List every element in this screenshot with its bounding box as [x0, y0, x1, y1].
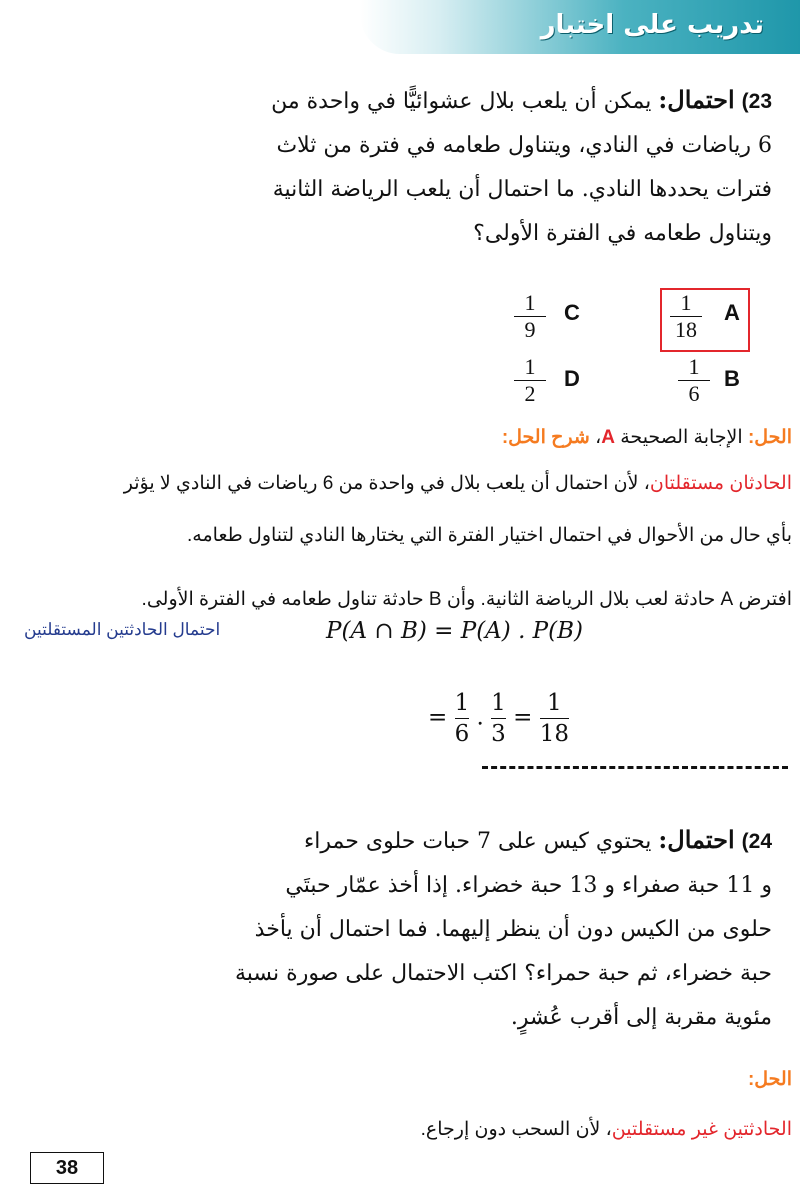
question-24-first-line — [212, 818, 772, 864]
solution-text: ، لأن السحب دون إرجاع. — [420, 1119, 612, 1140]
option-d-letter: D — [564, 366, 580, 391]
question-line: 6 رياضات في النادي، ويتناول طعامه في فترة من ثلاث — [276, 133, 772, 158]
formula-note: احتمال الحادثتين المستقلتين — [24, 620, 221, 639]
question-23 — [212, 78, 772, 256]
section-banner — [360, 0, 800, 54]
solution-label: الحل: — [747, 427, 792, 448]
question-number: 23) — [741, 90, 772, 113]
explanation-label: شرح الحل: — [501, 427, 590, 448]
fraction-bar — [540, 718, 569, 719]
fraction-numerator: 1 — [491, 690, 506, 716]
fraction-bar — [491, 718, 506, 719]
fraction-one-sixth — [455, 690, 470, 747]
section-title: تدريب على اختبار — [540, 10, 764, 40]
fraction-denominator: 9 — [524, 317, 536, 342]
solution-23-line-2: بأي حال من الأحوال في احتمال اختيار الفترة التي يختارها النادي لتناول طعامه. — [187, 525, 792, 546]
solution-23-header — [502, 426, 792, 449]
answer-letter: A — [601, 427, 615, 448]
formula-line-1: P(A ∩ B) = P(A) . P(B) — [326, 618, 584, 644]
solution-23-line-1 — [8, 466, 792, 502]
question-line: ويتناول طعامه في الفترة الأولى؟ — [473, 221, 772, 246]
dependent-events-term: الحادثتين غير مستقلتين — [611, 1119, 792, 1140]
option-c-letter: C — [564, 300, 580, 325]
page-number: 38 — [30, 1152, 104, 1184]
multiply-dot: . — [476, 704, 484, 731]
solution-24-header — [748, 1068, 792, 1091]
question-line: يمكن أن يلعب بلال عشوائيًّا في واحدة من — [271, 89, 652, 114]
option-a-fraction — [664, 292, 708, 341]
separator: ، — [595, 427, 602, 448]
fraction-one-third — [491, 690, 506, 747]
fraction-numerator: 1 — [680, 290, 692, 315]
fraction-one-eighteenth — [540, 690, 569, 747]
equals-sign: = — [428, 704, 448, 731]
question-label: احتمال: — [658, 825, 735, 854]
option-b-fraction — [672, 356, 716, 405]
question-line: يحتوي كيس على 7 حبات حلوى حمراء — [303, 829, 652, 854]
solution-text: ، لأن احتمال أن يلعب بلال في واحدة من 6 رياضات في النادي لا يؤثر — [123, 473, 650, 494]
question-23-first-line — [212, 78, 772, 124]
formula-line-2 — [428, 690, 569, 747]
option-a-letter: A — [724, 300, 740, 325]
question-line: فترات يحددها النادي. ما احتمال أن يلعب الرياضة الثانية — [272, 177, 772, 202]
fraction-numerator: 1 — [688, 354, 700, 379]
fraction-denominator: 6 — [454, 721, 470, 747]
question-number: 24) — [741, 830, 772, 853]
independent-events-term: الحادثان مستقلتان — [649, 473, 792, 494]
question-line: و 11 حبة صفراء و 13 حبة خضراء. إذا أخذ عمّار حبتَي — [285, 873, 772, 898]
question-line: حبة خضراء، ثم حبة حمراء؟ اكتب الاحتمال على صورة نسبة — [235, 961, 772, 986]
option-d-fraction — [508, 356, 552, 405]
fraction-numerator: 1 — [547, 690, 562, 716]
fraction-numerator: 1 — [524, 354, 536, 379]
question-line: حلوى من الكيس دون أن ينظر إليهما. فما احتمال أن يأخذ — [254, 917, 772, 942]
question-line: مئوية مقربة إلى أقرب عُشرٍ. — [510, 1005, 772, 1030]
option-c-fraction — [508, 292, 552, 341]
fraction-denominator: 2 — [524, 381, 536, 406]
fraction-bar — [455, 718, 470, 719]
solution-label: الحل: — [747, 1069, 792, 1090]
section-divider — [482, 766, 788, 773]
question-24 — [212, 818, 772, 1040]
solution-24-line-1 — [8, 1112, 792, 1148]
answer-text: الإجابة الصحيحة — [620, 427, 743, 448]
equals-sign: = — [513, 704, 533, 731]
fraction-denominator: 18 — [675, 317, 697, 342]
fraction-numerator: 1 — [454, 690, 470, 716]
solution-23-line-3: افترض A حادثة لعب بلال الرياضة الثانية. وأن B حادثة تناول طعامه في الفترة الأولى. — [141, 589, 792, 610]
fraction-denominator: 6 — [688, 381, 700, 406]
fraction-denominator: 18 — [539, 721, 569, 747]
fraction-denominator: 3 — [491, 721, 506, 747]
fraction-numerator: 1 — [524, 290, 536, 315]
question-label: احتمال: — [658, 85, 735, 114]
option-b-letter: B — [724, 366, 740, 391]
